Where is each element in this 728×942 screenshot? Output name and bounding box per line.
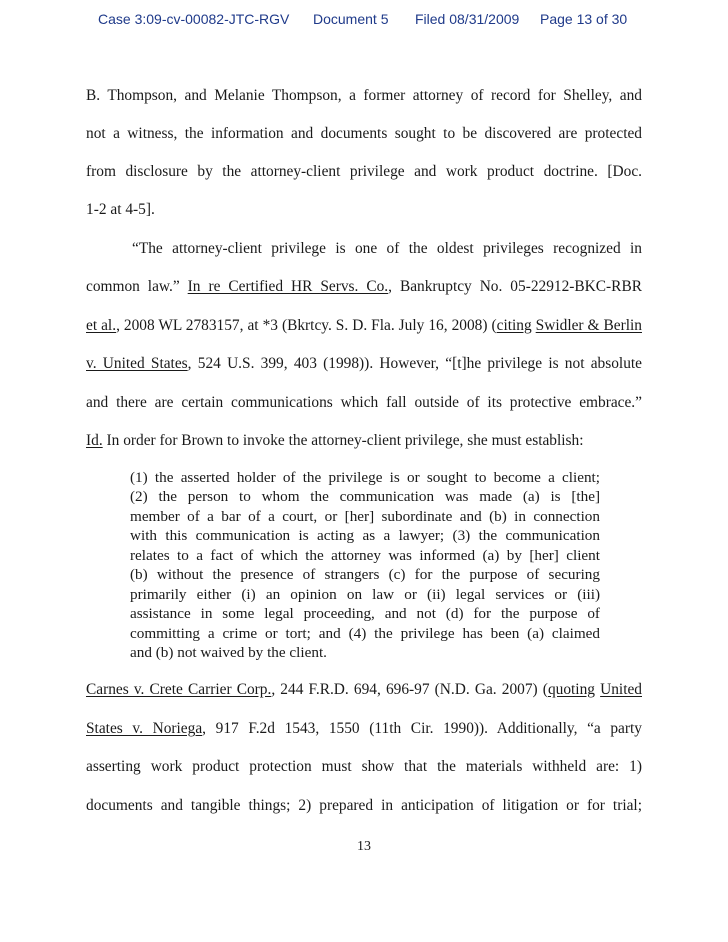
quote-line: (2) the person to whom the communication was made (a) is [the] (130, 488, 600, 505)
filed-date: Filed 08/31/2009 (415, 11, 520, 27)
text-line: asserting work product protection must show that the materials withheld are: 1) (86, 758, 642, 775)
text-line: 1-2 at 4-5]. (86, 201, 155, 218)
case-citation: States v. Noriega (86, 720, 203, 737)
case-citation: Swidler & Berlin (535, 317, 642, 334)
document-number: Document 5 (313, 11, 389, 27)
quote-line: with this communication is acting as a lawyer; (3) the communication (130, 527, 600, 544)
case-header (0, 11, 728, 33)
case-citation: United (600, 681, 642, 698)
quote-line: primarily either (i) an opinion on law or (ii) legal services or (iii) (130, 586, 600, 603)
quote-line: relates to a fact of which the attorney was informed (a) by [her] client (130, 547, 600, 564)
case-citation: Carnes v. Crete Carrier Corp. (86, 681, 272, 698)
text-line: and there are certain communications which fall outside of its protective embrace.” (86, 394, 642, 411)
case-number: Case 3:09-cv-00082-JTC-RGV (98, 11, 290, 27)
case-citation: et al. (86, 317, 117, 334)
text-line: documents and tangible things; 2) prepared in anticipation of litigation or for trial; (86, 797, 642, 814)
quote-line: and (b) not waived by the client. (130, 644, 327, 661)
page-count: Page 13 of 30 (540, 11, 628, 27)
text-line: “The attorney-client privilege is one of the oldest privileges recognized in (132, 240, 642, 257)
text-line: et al., 2008 WL 2783157, at *3 (Bkrtcy. S. D. Fla. July 16, 2008) (citing Swidler & Berlin (86, 317, 642, 334)
case-citation: Id. (86, 432, 103, 449)
text-line: B. Thompson, and Melanie Thompson, a former attorney of record for Shelley, and (86, 87, 642, 104)
quote-line: (b) without the presence of strangers (c) for the purpose of securing (130, 566, 600, 583)
quote-line: assistance in some legal proceeding, and not (d) for the purpose of (130, 605, 600, 622)
page-number: 13 (357, 839, 371, 854)
text-line: Id. In order for Brown to invoke the attorney-client privilege, she must establish: (86, 432, 584, 449)
case-citation: v. United States (86, 355, 188, 372)
text-line: not a witness, the information and documents sought to be discovered are protected (86, 125, 642, 142)
case-citation: In re Certified HR Servs. Co. (187, 278, 389, 295)
quote-line: (1) the asserted holder of the privilege is or sought to become a client; (130, 469, 600, 486)
text-line: States v. Noriega, 917 F.2d 1543, 1550 (11th Cir. 1990)). Additionally, “a party (86, 720, 642, 737)
quote-line: member of a bar of a court, or [her] subordinate and (b) in connection (130, 508, 600, 525)
quote-line: committing a crime or tort; and (4) the privilege has been (a) claimed (130, 625, 600, 642)
text-line: from disclosure by the attorney-client privilege and work product doctrine. [Doc. (86, 163, 642, 180)
text-line: Carnes v. Crete Carrier Corp., 244 F.R.D. 694, 696-97 (N.D. Ga. 2007) (quoting United (86, 681, 642, 698)
text-line: v. United States, 524 U.S. 399, 403 (1998)). However, “[t]he privilege is not absolute (86, 355, 642, 372)
text-line: common law.” In re Certified HR Servs. Co., Bankruptcy No. 05-22912-BKC-RBR (86, 278, 642, 295)
